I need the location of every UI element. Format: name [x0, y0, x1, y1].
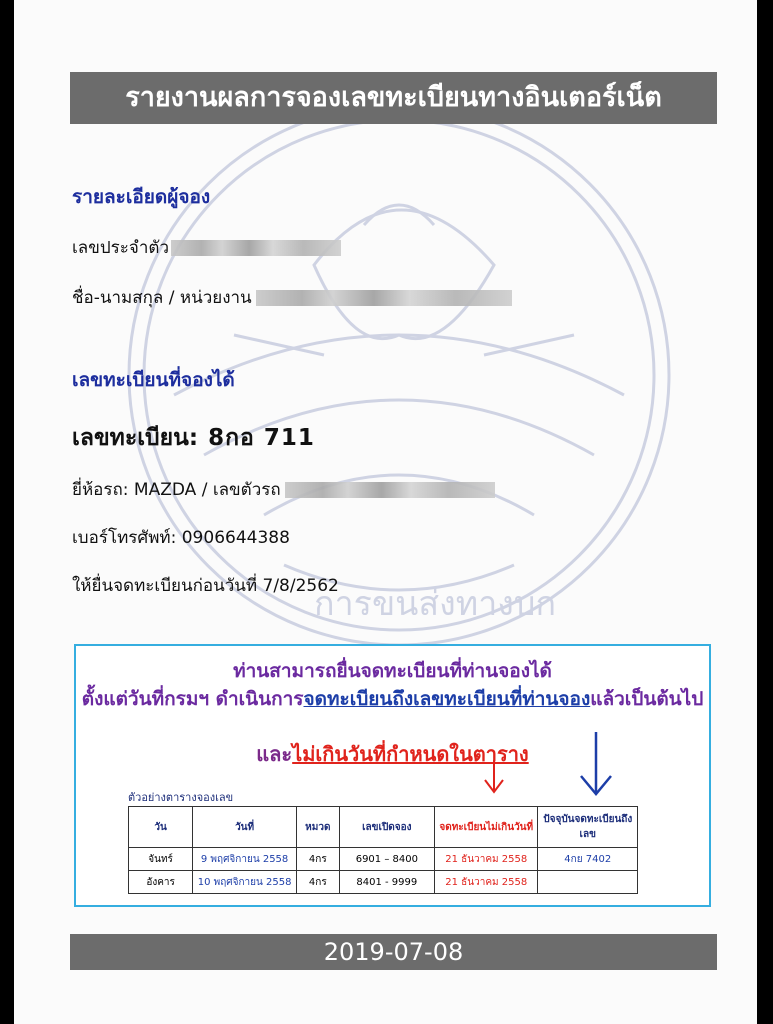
table-cell: 9 พฤศจิกายน 2558	[193, 848, 297, 871]
report-page	[14, 0, 757, 1024]
phone-line: เบอร์โทรศัพท์: 0906644388	[72, 528, 290, 548]
booker-details-heading: รายละเอียดผู้จอง	[72, 186, 211, 208]
booker-id-label: เลขประจำตัว	[72, 238, 169, 258]
booker-name-row	[72, 284, 512, 311]
col-header-date: วันที่	[193, 807, 297, 848]
col-header-day: วัน	[129, 807, 193, 848]
table-row	[129, 871, 638, 894]
notice-line-1: ท่านสามารถยื่นจดทะเบียนที่ท่านจองได้	[233, 660, 552, 682]
brand-row	[72, 476, 495, 503]
notice-line-3-pre: และ	[256, 742, 293, 766]
col-header-category: หมวด	[296, 807, 339, 848]
table-cell: 21 ธันวาคม 2558	[435, 871, 538, 894]
notice-line-2-highlight: จดทะเบียนถึงเลขทะเบียนที่ท่านจอง	[303, 688, 591, 710]
col-header-open-range: เลขเปิดจอง	[339, 807, 434, 848]
redacted-chassis	[285, 482, 495, 498]
table-cell	[538, 871, 638, 894]
table-cell: 4กร	[296, 848, 339, 871]
table-cell: 10 พฤศจิกายน 2558	[193, 871, 297, 894]
redacted-id	[171, 240, 341, 256]
report-title: รายงานผลการจองเลขทะเบียนทางอินเตอร์เน็ต	[70, 72, 717, 124]
booker-name-label: ชื่อ-นามสกุล / หน่วยงาน	[72, 288, 252, 308]
table-cell: 8401 - 9999	[339, 871, 434, 894]
report-date: 2019-07-08	[70, 934, 717, 970]
red-down-arrow-icon	[485, 760, 503, 792]
booked-plate-heading: เลขทะเบียนที่จองได้	[72, 369, 235, 391]
table-row	[129, 848, 638, 871]
col-header-current-number: ปัจจุบันจดทะเบียนถึงเลข	[538, 807, 638, 848]
plate-label: เลขทะเบียน:	[72, 425, 199, 451]
blue-down-arrow-icon	[581, 732, 611, 794]
svg-text:การขนส่งทางบก: การขนส่งทางบก	[314, 584, 557, 624]
table-cell: 4กย 7402	[538, 848, 638, 871]
booker-id-row	[72, 234, 341, 261]
table-cell: 4กร	[296, 871, 339, 894]
sample-booking-table	[128, 806, 638, 894]
table-cell: อังคาร	[129, 871, 193, 894]
table-cell: 6901 – 8400	[339, 848, 434, 871]
brand-line: ยี่ห้อรถ: MAZDA / เลขตัวรถ	[72, 480, 281, 500]
notice-line-2-post: แล้วเป็นต้นไป	[590, 688, 704, 710]
table-cell: 21 ธันวาคม 2558	[435, 848, 538, 871]
table-cell: จันทร์	[129, 848, 193, 871]
redacted-name	[256, 290, 512, 306]
notice-line-3-highlight: ไม่เกินวันที่กำหนดในตาราง	[292, 742, 529, 766]
sample-table-caption: ตัวอย่างตารางจองเลข	[128, 791, 234, 804]
plate-value: 8กอ 711	[208, 425, 315, 451]
col-header-deadline: จดทะเบียนไม่เกินวันที่	[435, 807, 538, 848]
notice-line-2-pre: ตั้งแต่วันที่กรมฯ ดำเนินการ	[81, 688, 304, 710]
notice-line-2	[76, 684, 709, 714]
notice-box	[74, 644, 711, 907]
deadline-line: ให้ยื่นจดทะเบียนก่อนวันที่ 7/8/2562	[72, 576, 339, 596]
plate-number-line	[72, 420, 315, 456]
